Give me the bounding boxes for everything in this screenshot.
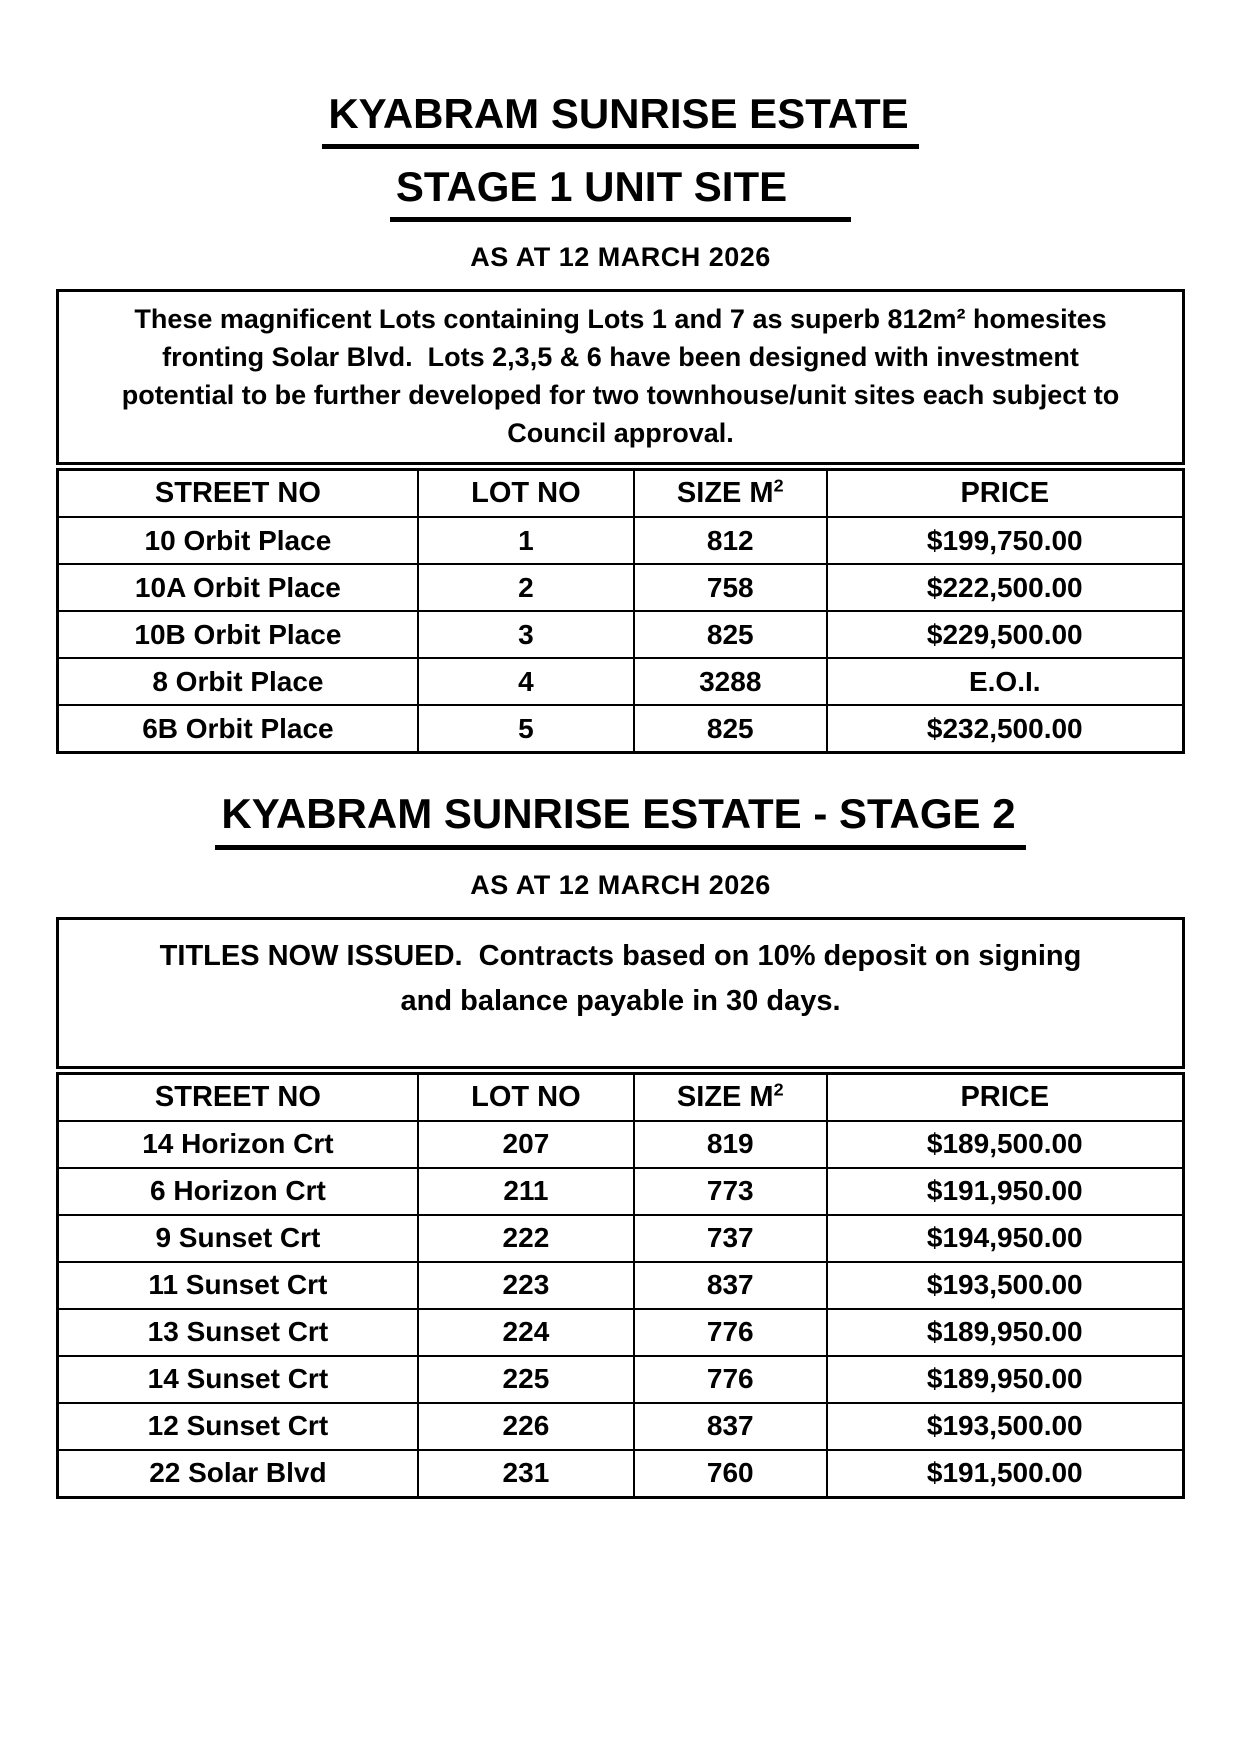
intro-line: potential to be further developed for two townhouse/unit sites each subject to [121,380,1120,411]
cell-size: 812 [634,517,827,564]
table-row [58,1356,1184,1403]
cell-lot: 207 [418,1121,634,1168]
column-header-lot: LOT NO [418,470,634,518]
cell-street: 8 Orbit Place [58,658,418,705]
intro-line: fronting Solar Blvd. Lots 2,3,5 & 6 have been designed with investment [162,342,1079,373]
cell-lot: 5 [418,705,634,753]
cell-street: 13 Sunset Crt [58,1309,418,1356]
column-header-street: STREET NO [58,1073,418,1121]
cell-size: 776 [634,1356,827,1403]
table-row [58,1215,1184,1262]
stage2-heading [56,788,1185,849]
cell-size: 825 [634,705,827,753]
notice-line: TITLES NOW ISSUED. Contracts based on 10% deposit on signing [159,939,1082,972]
stage1-intro-box [56,289,1185,465]
stage2-lots-table [56,1072,1185,1499]
column-header-street: STREET NO [58,470,418,518]
cell-lot: 1 [418,517,634,564]
stage2-header-row [58,1073,1184,1121]
stage2-notice-box [56,917,1185,1069]
table-row [58,705,1184,753]
cell-street: 6B Orbit Place [58,705,418,753]
cell-size: 776 [634,1309,827,1356]
stage2-as-at-date: AS AT 12 MARCH 2026 [470,869,771,900]
cell-price: $194,950.00 [827,1215,1184,1262]
cell-price: E.O.I. [827,658,1184,705]
cell-price: $189,500.00 [827,1121,1184,1168]
cell-street: 10B Orbit Place [58,611,418,658]
stage1-header-row [58,470,1184,518]
cell-price: $229,500.00 [827,611,1184,658]
size-superscript: 2 [773,475,784,496]
cell-size: 819 [634,1121,827,1168]
table-row [58,1403,1184,1450]
cell-lot: 223 [418,1262,634,1309]
notice-line: and balance payable in 30 days. [400,984,841,1017]
table-row [58,1262,1184,1309]
intro-line: These magnificent Lots containing Lots 1 and 7 as superb 812m² homesites [134,304,1107,335]
cell-price: $193,500.00 [827,1403,1184,1450]
cell-street: 10 Orbit Place [58,517,418,564]
cell-lot: 231 [418,1450,634,1498]
table-row [58,564,1184,611]
table-row [58,658,1184,705]
stage1-title-line1 [56,88,1185,149]
cell-lot: 224 [418,1309,634,1356]
cell-price: $199,750.00 [827,517,1184,564]
cell-lot: 4 [418,658,634,705]
cell-price: $189,950.00 [827,1356,1184,1403]
cell-lot: 2 [418,564,634,611]
table-row [58,1450,1184,1498]
size-label: SIZE M [676,1080,774,1113]
cell-price: $191,950.00 [827,1168,1184,1215]
cell-lot: 225 [418,1356,634,1403]
column-header-size [634,470,827,518]
table-row [58,1121,1184,1168]
cell-size: 825 [634,611,827,658]
cell-street: 22 Solar Blvd [58,1450,418,1498]
cell-street: 6 Horizon Crt [58,1168,418,1215]
cell-street: 9 Sunset Crt [58,1215,418,1262]
cell-street: 10A Orbit Place [58,564,418,611]
table-row [58,611,1184,658]
size-label: SIZE M [676,477,774,510]
cell-lot: 211 [418,1168,634,1215]
cell-size: 758 [634,564,827,611]
intro-line: Council approval. [507,418,734,449]
cell-street: 11 Sunset Crt [58,1262,418,1309]
table-row [58,1168,1184,1215]
cell-size: 3288 [634,658,827,705]
stage1-as-at-date: AS AT 12 MARCH 2026 [470,242,771,273]
cell-size: 737 [634,1215,827,1262]
cell-street: 14 Horizon Crt [58,1121,418,1168]
cell-lot: 3 [418,611,634,658]
stage1-heading [56,88,1185,222]
column-header-price: PRICE [827,1073,1184,1121]
stage1-lots-table [56,468,1185,754]
cell-lot: 222 [418,1215,634,1262]
cell-size: 837 [634,1262,827,1309]
document-page [56,0,1185,1499]
stage2-title-text: KYABRAM SUNRISE ESTATE - STAGE 2 [215,788,1025,849]
cell-price: $232,500.00 [827,705,1184,753]
cell-price: $191,500.00 [827,1450,1184,1498]
cell-price: $193,500.00 [827,1262,1184,1309]
cell-size: 773 [634,1168,827,1215]
stage1-title-line2-text: STAGE 1 UNIT SITE [390,161,851,222]
table-row [58,1309,1184,1356]
cell-size: 760 [634,1450,827,1498]
cell-price: $189,950.00 [827,1309,1184,1356]
stage1-title-line1-text: KYABRAM SUNRISE ESTATE [322,88,918,149]
size-superscript: 2 [773,1079,784,1100]
cell-street: 14 Sunset Crt [58,1356,418,1403]
cell-street: 12 Sunset Crt [58,1403,418,1450]
column-header-lot: LOT NO [418,1073,634,1121]
cell-lot: 226 [418,1403,634,1450]
table-row [58,517,1184,564]
cell-size: 837 [634,1403,827,1450]
column-header-price: PRICE [827,470,1184,518]
stage1-title-line2 [56,161,1185,222]
column-header-size [634,1073,827,1121]
cell-price: $222,500.00 [827,564,1184,611]
